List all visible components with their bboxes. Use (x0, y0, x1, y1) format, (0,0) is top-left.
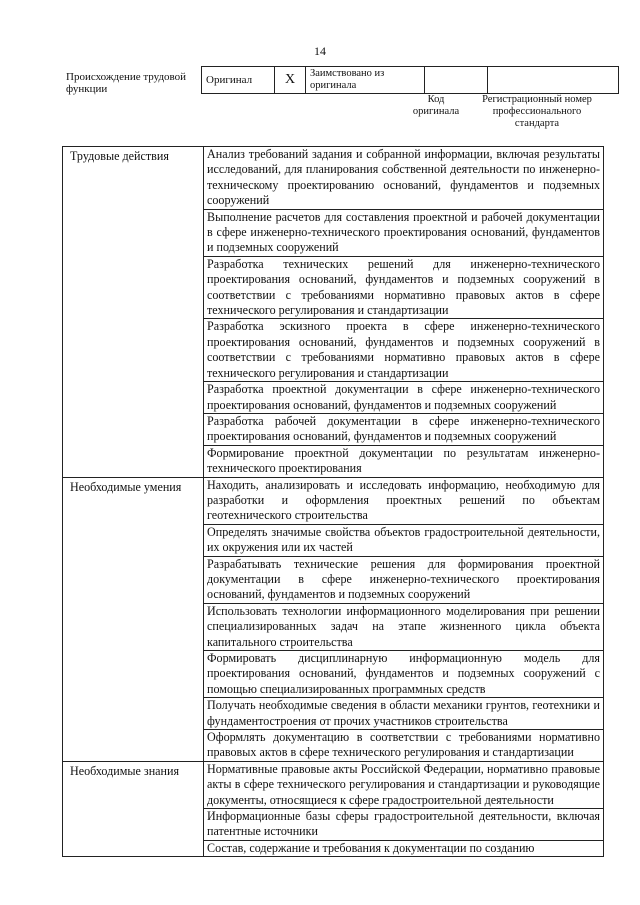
table-cell-item: Выполнение расчетов для составления проектной и рабочей документации в сфере инженерно-технического проектирования оснований, фундаментов и подземных сооружений (204, 209, 604, 256)
table-cell-item: Разработка рабочей документации в сфере инженерно-технического проектирования оснований, фундаментов и подземных сооружений (204, 413, 604, 445)
section-title-required-skills: Необходимые умения (63, 477, 204, 761)
reg-caption: Регистрационный номер профессионального стандарта (482, 94, 592, 129)
table-row (63, 477, 604, 524)
table-cell-item: Состав, содержание и требования к документации по созданию (204, 840, 604, 856)
table-cell-item: Разрабатывать технические решения для формирования проектной документации в сфере инженерно-технического проектирования оснований, фундаментов и подземных сооружений (204, 556, 604, 603)
table-cell-item: Разработка эскизного проекта в сфере инженерно-технического проектирования оснований, фундаментов и подземных сооружений в соответствии с требованиями нормативно правовых актов в сфере технического регулирования и стандартизации (204, 319, 604, 382)
origin-table (201, 66, 619, 94)
table-cell-item: Находить, анализировать и исследовать информацию, необходимую для разработки и оформления проектных решений по объектам геотехнического строительства (204, 477, 604, 524)
section-title-labor-actions: Трудовые действия (63, 147, 204, 478)
table-cell-item: Разработка технических решений для инженерно-технического проектирования оснований, фундаментов и подземных сооружений в соответствии с требованиями нормативно правовых актов в сфере технического регулирования и стандартизации (204, 256, 604, 319)
table-cell-item: Формировать дисциплинарную информационную модель для проектирования оснований, фундаментов и подземных сооружений с помощью специализированных программных средств (204, 651, 604, 698)
table-cell-item: Анализ требований задания и собранной информации, включая результаты исследований, для планирования собственной деятельности по инженерно-техническому проектированию оснований, фундаментов и подземных сооружений (204, 147, 604, 210)
table-cell-item: Определять значимые свойства объектов градостроительной деятельности, их окружения или их частей (204, 524, 604, 556)
original-cell: Оригинал (202, 67, 275, 94)
table-row (63, 147, 604, 210)
functions-table (62, 146, 604, 857)
section-title-required-knowledge: Необходимые знания (63, 761, 204, 856)
origin-label: Происхождение трудовой функции (66, 71, 187, 95)
original-mark: X (275, 67, 306, 94)
code-cell (425, 67, 488, 94)
code-caption: Код оригинала (412, 94, 460, 117)
table-cell-item: Оформлять документацию в соответствии с требованиями нормативно правовых актов в сфере технического регулирования и стандартизации (204, 730, 604, 762)
borrowed-cell: Заимствовано из оригинала (306, 67, 425, 94)
table-cell-item: Информационные базы сферы градостроительной деятельности, включая патентные источники (204, 809, 604, 841)
table-row (63, 761, 604, 808)
reg-number-cell (488, 67, 619, 94)
page-number: 14 (314, 44, 326, 58)
table-cell-item: Формирование проектной документации по результатам инженерно-технического проектирования (204, 445, 604, 477)
table-cell-item: Нормативные правовые акты Российской Федерации, нормативно правовые акты в сфере технического регулирования и стандартизации и руководящие документы, относящиеся к сфере градостроительной деятельности (204, 761, 604, 808)
table-cell-item: Получать необходимые сведения в области механики грунтов, геотехники и фундаментостроения от прочих участников строительства (204, 698, 604, 730)
table-cell-item: Разработка проектной документации в сфере инженерно-технического проектирования оснований, фундаментов и подземных сооружений (204, 382, 604, 414)
table-cell-item: Использовать технологии информационного моделирования при решении специализированных задач на этапе жизненного цикла объекта капитального строительства (204, 603, 604, 650)
